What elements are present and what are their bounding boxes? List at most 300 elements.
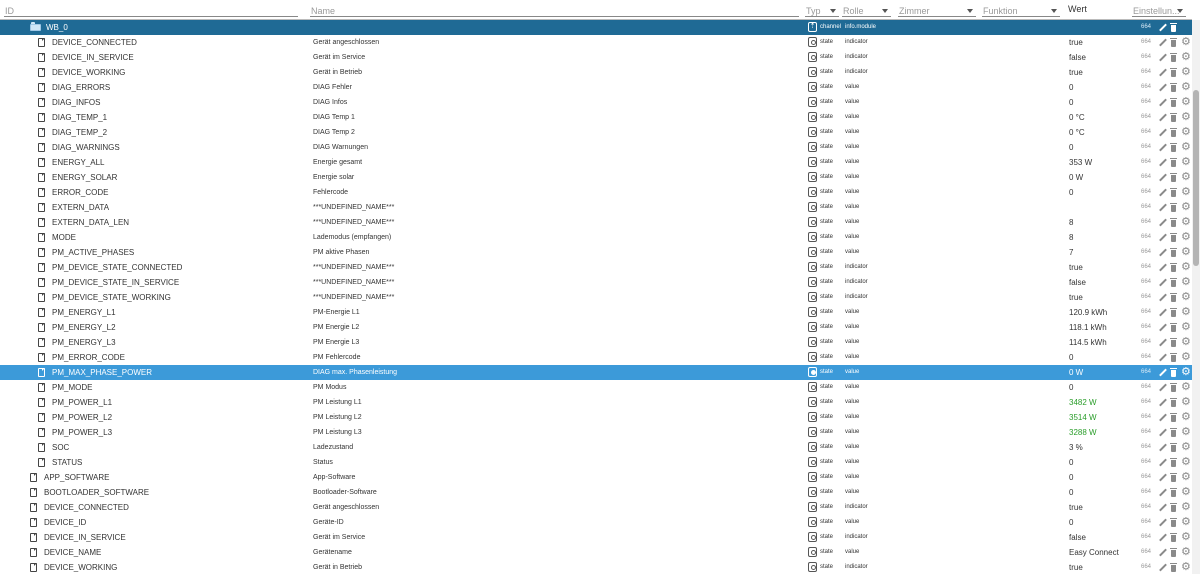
delete-icon[interactable] (1170, 473, 1177, 482)
row-rolle: value (845, 99, 860, 105)
edit-icon[interactable] (1158, 443, 1167, 452)
file-icon (38, 413, 45, 422)
state-icon (808, 397, 817, 407)
file-icon (38, 428, 45, 437)
acl-label: 664 (1141, 549, 1152, 555)
delete-icon[interactable] (1170, 428, 1177, 437)
gear-icon[interactable]: ⚙ (1181, 126, 1191, 138)
edit-icon[interactable] (1158, 338, 1167, 347)
gear-icon[interactable]: ⚙ (1181, 486, 1191, 498)
row-value[interactable]: 353 W (1069, 158, 1093, 167)
row-id: DEVICE_WORKING (44, 563, 118, 572)
file-icon (38, 218, 45, 227)
table-row[interactable] (0, 215, 1192, 230)
delete-icon[interactable] (1170, 308, 1177, 317)
table-row[interactable] (0, 125, 1192, 140)
delete-icon[interactable] (1170, 548, 1177, 557)
delete-icon[interactable] (1170, 293, 1177, 302)
delete-icon[interactable] (1170, 158, 1177, 167)
delete-icon[interactable] (1170, 98, 1177, 107)
row-value[interactable]: 0 (1069, 353, 1074, 362)
edit-icon[interactable] (1158, 158, 1167, 167)
delete-icon[interactable] (1170, 443, 1177, 452)
row-rolle: indicator (845, 294, 868, 300)
rolle-filter[interactable] (842, 0, 897, 19)
file-icon (38, 278, 45, 287)
edit-icon[interactable] (1158, 233, 1167, 242)
row-name: App-Software (313, 474, 356, 481)
row-name: DIAG Fehler (313, 84, 352, 91)
row-value[interactable]: 8 (1069, 233, 1074, 242)
edit-icon[interactable] (1158, 143, 1167, 152)
row-value[interactable]: 3288 W (1069, 428, 1097, 437)
row-typ: state (820, 474, 834, 480)
delete-icon[interactable] (1170, 38, 1177, 47)
delete-icon[interactable] (1170, 188, 1177, 197)
file-icon (38, 398, 45, 407)
gear-icon[interactable]: ⚙ (1181, 546, 1191, 558)
state-icon (808, 487, 817, 497)
row-name: ***UNDEFINED_NAME*** (313, 279, 395, 286)
edit-icon[interactable] (1158, 83, 1167, 92)
edit-icon[interactable] (1158, 68, 1167, 77)
table-row[interactable] (0, 410, 1192, 425)
table-row[interactable] (0, 260, 1192, 275)
row-rolle: value (845, 249, 860, 255)
typ-filter[interactable] (805, 0, 845, 19)
acl-label: 664 (1141, 84, 1152, 90)
table-row[interactable] (0, 185, 1192, 200)
row-typ: state (820, 264, 834, 270)
file-icon (38, 443, 45, 452)
gear-icon[interactable]: ⚙ (1181, 201, 1191, 213)
row-name: Gerät in Betrieb (313, 69, 363, 76)
row-typ: state (820, 384, 834, 390)
table-row[interactable] (0, 230, 1192, 245)
row-value[interactable]: 0 (1069, 83, 1074, 92)
row-name: ***UNDEFINED_NAME*** (313, 264, 395, 271)
edit-icon[interactable] (1158, 113, 1167, 122)
row-id: PM_ENERGY_L2 (52, 323, 116, 332)
row-value[interactable]: true (1069, 503, 1083, 512)
row-id: PM_ENERGY_L3 (52, 338, 116, 347)
row-name: PM Leistung L1 (313, 399, 362, 406)
table-row[interactable] (0, 335, 1192, 350)
einstellungen-filter[interactable] (1132, 0, 1192, 19)
file-icon (38, 83, 45, 92)
row-value[interactable]: true (1069, 293, 1083, 302)
row-value[interactable]: false (1069, 53, 1086, 62)
row-typ: state (820, 279, 834, 285)
acl-label: 664 (1141, 219, 1152, 225)
row-typ: state (820, 489, 834, 495)
table-row[interactable] (0, 350, 1192, 365)
file-icon (38, 248, 45, 257)
delete-icon[interactable] (1170, 233, 1177, 242)
delete-icon[interactable] (1170, 218, 1177, 227)
row-typ: state (820, 219, 834, 225)
row-value[interactable]: Easy Connect (1069, 548, 1119, 557)
gear-icon[interactable]: ⚙ (1181, 411, 1191, 423)
gear-icon[interactable]: ⚙ (1181, 216, 1191, 228)
row-value[interactable]: 0 (1069, 98, 1074, 107)
gear-icon[interactable]: ⚙ (1181, 51, 1191, 63)
row-id: DIAG_INFOS (52, 98, 101, 107)
delete-icon[interactable] (1170, 398, 1177, 407)
acl-label: 664 (1141, 339, 1152, 345)
row-value[interactable]: 7 (1069, 248, 1074, 257)
delete-icon[interactable] (1170, 203, 1177, 212)
row-rolle: indicator (845, 54, 868, 60)
acl-label: 664 (1141, 144, 1152, 150)
edit-icon[interactable] (1158, 503, 1167, 512)
chevron-down-icon (1177, 9, 1183, 13)
row-rolle: indicator (845, 264, 868, 270)
row-value[interactable]: 114.5 kWh (1069, 338, 1107, 347)
row-value[interactable]: 120.9 kWh (1069, 308, 1108, 317)
edit-icon[interactable] (1158, 173, 1167, 182)
delete-icon[interactable] (1170, 248, 1177, 257)
delete-icon[interactable] (1170, 368, 1177, 377)
gear-icon[interactable]: ⚙ (1181, 531, 1191, 543)
acl-label: 664 (1141, 204, 1152, 210)
table-row[interactable] (0, 290, 1192, 305)
delete-icon[interactable] (1170, 53, 1177, 62)
row-rolle: value (845, 549, 860, 555)
delete-icon[interactable] (1170, 113, 1177, 122)
row-typ: state (820, 114, 834, 120)
row-name: Lademodus (empfangen) (313, 234, 392, 241)
acl-label: 664 (1141, 189, 1152, 195)
row-rolle: value (845, 159, 860, 165)
edit-icon[interactable] (1158, 323, 1167, 332)
delete-icon[interactable] (1170, 563, 1177, 572)
table-row[interactable] (0, 440, 1192, 455)
row-value[interactable]: false (1069, 533, 1086, 542)
wert-header (1067, 0, 1129, 19)
row-typ: state (820, 414, 834, 420)
name-filter[interactable] (310, 0, 805, 19)
gear-icon[interactable]: ⚙ (1181, 291, 1191, 303)
folder-row[interactable] (0, 20, 1192, 35)
delete-icon[interactable] (1170, 383, 1177, 392)
gear-icon[interactable]: ⚙ (1181, 441, 1191, 453)
zimmer-column-label: Zimmer (899, 6, 930, 16)
row-id: EXTERN_DATA_LEN (52, 218, 130, 227)
acl-label: 664 (1141, 369, 1152, 375)
row-typ: state (820, 399, 834, 405)
row-id: BOOTLOADER_SOFTWARE (44, 488, 150, 497)
row-typ: state (820, 339, 834, 345)
edit-icon[interactable] (1158, 293, 1167, 302)
edit-icon[interactable] (1158, 398, 1167, 407)
row-typ: state (820, 174, 834, 180)
edit-icon[interactable] (1158, 488, 1167, 497)
row-value[interactable]: true (1069, 263, 1083, 272)
delete-icon[interactable] (1170, 488, 1177, 497)
edit-icon[interactable] (1158, 563, 1167, 572)
gear-icon[interactable]: ⚙ (1181, 276, 1191, 288)
table-row[interactable] (0, 545, 1192, 560)
gear-icon[interactable]: ⚙ (1181, 501, 1191, 513)
gear-icon[interactable]: ⚙ (1181, 456, 1191, 468)
gear-icon[interactable]: ⚙ (1181, 81, 1191, 93)
row-value[interactable]: 0 (1069, 488, 1074, 497)
table-row[interactable] (0, 275, 1192, 290)
row-value[interactable]: true (1069, 563, 1083, 572)
typ-column-label: Typ (806, 6, 821, 16)
gear-icon[interactable]: ⚙ (1181, 156, 1191, 168)
table-row[interactable] (0, 80, 1192, 95)
row-name: Gerät angeschlossen (313, 504, 380, 511)
table-header (0, 0, 1192, 20)
state-icon (808, 157, 817, 167)
edit-icon[interactable] (1158, 533, 1167, 542)
table-row[interactable] (0, 320, 1192, 335)
row-value[interactable]: 0 W (1069, 173, 1084, 182)
file-icon (38, 173, 45, 182)
edit-icon[interactable] (1158, 248, 1167, 257)
acl-label: 664 (1141, 309, 1152, 315)
table-row[interactable] (0, 110, 1192, 125)
edit-icon[interactable] (1158, 218, 1167, 227)
row-name: DIAG Temp 1 (313, 114, 355, 121)
edit-icon[interactable] (1158, 548, 1167, 557)
acl-label: 664 (1141, 474, 1152, 480)
table-row[interactable] (0, 380, 1192, 395)
edit-icon[interactable] (1158, 278, 1167, 287)
gear-icon[interactable]: ⚙ (1181, 141, 1191, 153)
row-value[interactable]: 0 °C (1069, 128, 1085, 137)
gear-icon[interactable]: ⚙ (1181, 396, 1191, 408)
file-icon (38, 458, 45, 467)
row-typ: state (820, 249, 834, 255)
state-icon (808, 142, 817, 152)
acl-label: 664 (1141, 234, 1152, 240)
delete-icon[interactable] (1170, 518, 1177, 527)
row-value[interactable]: false (1069, 278, 1086, 287)
row-id: PM_ERROR_CODE (52, 353, 125, 362)
id-filter[interactable] (4, 0, 304, 19)
row-typ: state (820, 324, 834, 330)
id-filter-input[interactable] (4, 2, 298, 17)
row-value[interactable]: true (1069, 38, 1083, 47)
row-name: PM aktive Phasen (313, 249, 370, 256)
gear-icon[interactable]: ⚙ (1181, 231, 1191, 243)
file-icon (30, 503, 37, 512)
delete-icon[interactable] (1170, 128, 1177, 137)
edit-icon[interactable] (1158, 23, 1167, 32)
gear-icon[interactable]: ⚙ (1181, 351, 1191, 363)
table-row[interactable] (0, 455, 1192, 470)
row-id: PM_DEVICE_STATE_CONNECTED (52, 263, 183, 272)
edit-icon[interactable] (1158, 203, 1167, 212)
file-icon (38, 203, 45, 212)
state-icon (808, 382, 817, 392)
delete-icon[interactable] (1170, 68, 1177, 77)
gear-icon[interactable]: ⚙ (1181, 471, 1191, 483)
edit-icon[interactable] (1158, 473, 1167, 482)
zimmer-filter[interactable] (898, 0, 982, 19)
state-icon (808, 352, 817, 362)
gear-icon[interactable]: ⚙ (1181, 306, 1191, 318)
file-icon (38, 68, 45, 77)
table-row[interactable] (0, 35, 1192, 50)
gear-icon[interactable]: ⚙ (1181, 516, 1191, 528)
delete-icon[interactable] (1170, 83, 1177, 92)
gear-icon[interactable]: ⚙ (1181, 96, 1191, 108)
gear-icon[interactable]: ⚙ (1181, 171, 1191, 183)
delete-icon[interactable] (1170, 278, 1177, 287)
row-value[interactable]: 0 (1069, 458, 1074, 467)
row-value[interactable]: true (1069, 68, 1083, 77)
row-value[interactable]: 3514 W (1069, 413, 1097, 422)
row-rolle: value (845, 399, 860, 405)
edit-icon[interactable] (1158, 458, 1167, 467)
row-rolle: indicator (845, 534, 868, 540)
funktion-filter[interactable] (982, 0, 1066, 19)
row-value[interactable]: 8 (1069, 218, 1074, 227)
chevron-down-icon (882, 9, 888, 13)
edit-icon[interactable] (1158, 353, 1167, 362)
acl-label: 664 (1141, 174, 1152, 180)
gear-icon[interactable]: ⚙ (1181, 366, 1191, 378)
row-name: Fehlercode (313, 189, 349, 196)
edit-icon[interactable] (1158, 38, 1167, 47)
delete-icon[interactable] (1170, 353, 1177, 362)
state-icon (808, 502, 817, 512)
edit-icon[interactable] (1158, 428, 1167, 437)
row-value[interactable]: 0 °C (1069, 113, 1085, 122)
table-row[interactable] (0, 245, 1192, 260)
edit-icon[interactable] (1158, 368, 1167, 377)
gear-icon[interactable]: ⚙ (1181, 261, 1191, 273)
gear-icon[interactable]: ⚙ (1181, 426, 1191, 438)
table-row[interactable] (0, 95, 1192, 110)
gear-icon[interactable]: ⚙ (1181, 381, 1191, 393)
table-row[interactable] (0, 395, 1192, 410)
edit-icon[interactable] (1158, 383, 1167, 392)
delete-icon[interactable] (1170, 413, 1177, 422)
gear-icon[interactable]: ⚙ (1181, 111, 1191, 123)
table-row[interactable] (0, 155, 1192, 170)
row-value[interactable]: 0 (1069, 143, 1074, 152)
delete-icon[interactable] (1170, 23, 1177, 32)
row-name: Gerätename (313, 549, 352, 556)
delete-icon[interactable] (1170, 533, 1177, 542)
vertical-scrollbar[interactable] (1192, 20, 1200, 574)
edit-icon[interactable] (1158, 413, 1167, 422)
folder-rolle: info.module (845, 24, 877, 30)
table-row[interactable] (0, 50, 1192, 65)
state-icon (808, 97, 817, 107)
state-icon (808, 127, 817, 137)
table-row[interactable] (0, 170, 1192, 185)
edit-icon[interactable] (1158, 263, 1167, 272)
row-id: EXTERN_DATA (52, 203, 110, 212)
row-value[interactable]: 0 (1069, 383, 1074, 392)
row-value[interactable]: 0 (1069, 473, 1074, 482)
file-icon (38, 263, 45, 272)
delete-icon[interactable] (1170, 503, 1177, 512)
delete-icon[interactable] (1170, 173, 1177, 182)
table-row[interactable] (0, 365, 1192, 380)
delete-icon[interactable] (1170, 458, 1177, 467)
edit-icon[interactable] (1158, 98, 1167, 107)
file-icon (38, 38, 45, 47)
table-row[interactable] (0, 200, 1192, 215)
table-row[interactable] (0, 485, 1192, 500)
row-name: PM Energie L3 (313, 339, 360, 346)
table-row[interactable] (0, 470, 1192, 485)
acl-label: 664 (1141, 354, 1152, 360)
edit-icon[interactable] (1158, 53, 1167, 62)
row-value[interactable]: 0 W (1069, 368, 1084, 377)
row-value[interactable]: 3 % (1069, 443, 1083, 452)
row-typ: state (820, 99, 834, 105)
row-value[interactable]: 118.1 kWh (1069, 323, 1107, 332)
file-icon (38, 233, 45, 242)
table-row[interactable] (0, 515, 1192, 530)
file-icon (38, 323, 45, 332)
gear-icon[interactable]: ⚙ (1181, 66, 1191, 78)
row-rolle: value (845, 369, 860, 375)
gear-icon[interactable]: ⚙ (1181, 186, 1191, 198)
name-column-label: Name (311, 6, 336, 16)
row-id: APP_SOFTWARE (44, 473, 110, 482)
table-row[interactable] (0, 500, 1192, 515)
edit-icon[interactable] (1158, 518, 1167, 527)
table-row[interactable] (0, 305, 1192, 320)
state-icon (808, 37, 817, 47)
row-typ: state (820, 519, 834, 525)
delete-icon[interactable] (1170, 323, 1177, 332)
scrollbar-thumb[interactable] (1193, 90, 1199, 266)
row-value[interactable]: 0 (1069, 518, 1074, 527)
edit-icon[interactable] (1158, 308, 1167, 317)
gear-icon[interactable]: ⚙ (1181, 246, 1191, 258)
delete-icon[interactable] (1170, 338, 1177, 347)
state-icon (808, 247, 817, 257)
row-rolle: value (845, 219, 860, 225)
edit-icon[interactable] (1158, 188, 1167, 197)
gear-icon[interactable]: ⚙ (1181, 321, 1191, 333)
row-value[interactable]: 3482 W (1069, 398, 1097, 407)
acl-label: 664 (1141, 249, 1152, 255)
table-row[interactable] (0, 560, 1192, 574)
gear-icon[interactable]: ⚙ (1181, 336, 1191, 348)
name-filter-input[interactable] (310, 2, 799, 17)
table-row[interactable] (0, 140, 1192, 155)
delete-icon[interactable] (1170, 263, 1177, 272)
table-row[interactable] (0, 425, 1192, 440)
state-icon (808, 442, 817, 452)
delete-icon[interactable] (1170, 143, 1177, 152)
gear-icon[interactable]: ⚙ (1181, 36, 1191, 48)
gear-icon[interactable]: ⚙ (1181, 561, 1191, 573)
row-typ: state (820, 564, 834, 570)
row-value[interactable]: 0 (1069, 188, 1074, 197)
row-id: DIAG_TEMP_1 (52, 113, 108, 122)
table-row[interactable] (0, 65, 1192, 80)
row-id: DIAG_ERRORS (52, 83, 111, 92)
row-id: PM_ENERGY_L1 (52, 308, 116, 317)
file-icon (38, 113, 45, 122)
table-row[interactable] (0, 530, 1192, 545)
row-typ: state (820, 39, 834, 45)
edit-icon[interactable] (1158, 128, 1167, 137)
row-name: Status (313, 459, 333, 466)
